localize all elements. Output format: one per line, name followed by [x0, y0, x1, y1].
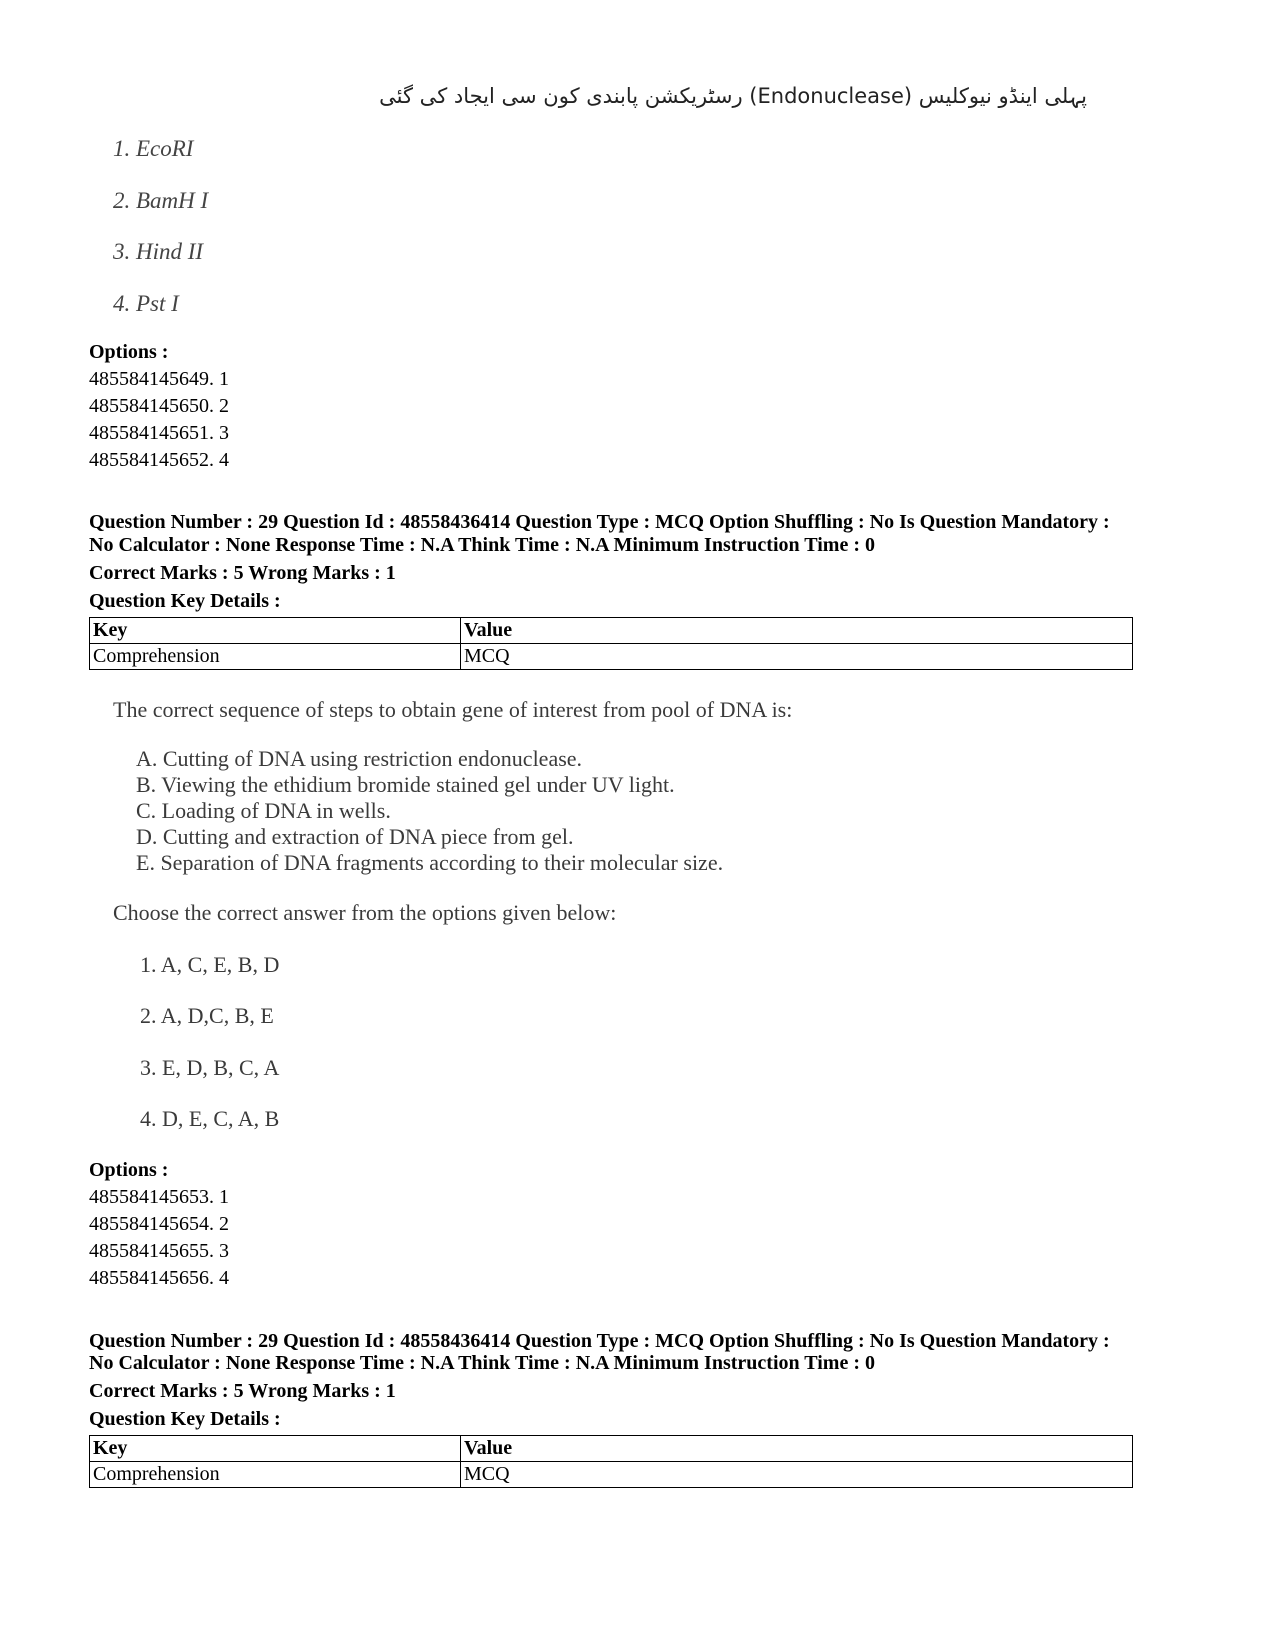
- options-label: Options :: [89, 341, 169, 363]
- choice-1: 1. A, C, E, B, D: [140, 952, 280, 977]
- question-text-urdu: پہلی اینڈو نیوکلیس (Endonuclease) رسٹریکشن پابندی کون سی ایجاد کی گئی: [379, 84, 1087, 108]
- table-header-value: Value: [461, 1436, 1133, 1462]
- table-header-value: Value: [461, 618, 1133, 644]
- question-meta-line-1: Question Number : 29 Question Id : 48558436414 Question Type : MCQ Option Shuffling : No Is Question Mandatory :: [89, 1330, 1110, 1352]
- table-header-key: Key: [90, 618, 461, 644]
- table-row: [90, 1462, 1133, 1488]
- question-text: The correct sequence of steps to obtain gene of interest from pool of DNA is:: [113, 697, 793, 722]
- option-1: 485584145653. 1: [89, 1186, 229, 1208]
- table-row: [90, 644, 1133, 670]
- choice-4: 4. Pst I: [113, 291, 179, 316]
- table-cell-value: MCQ: [461, 644, 1133, 670]
- choice-4: 4. D, E, C, A, B: [140, 1106, 280, 1131]
- question-meta-line-2: No Calculator : None Response Time : N.A Think Time : N.A Minimum Instruction Time : 0: [89, 1352, 875, 1374]
- choice-2: 2. A, D,C, B, E: [140, 1003, 274, 1028]
- statement-b: B. Viewing the ethidium bromide stained gel under UV light.: [136, 772, 675, 797]
- statement-d: D. Cutting and extraction of DNA piece from gel.: [136, 824, 574, 849]
- table-cell-key: Comprehension: [90, 1462, 461, 1488]
- key-details-table: [89, 1435, 1133, 1488]
- table-cell-value: MCQ: [461, 1462, 1133, 1488]
- choice-2: 2. BamH I: [113, 188, 209, 213]
- key-details-table: [89, 617, 1133, 670]
- statement-a: A. Cutting of DNA using restriction endonuclease.: [136, 746, 583, 771]
- options-label: Options :: [89, 1159, 169, 1181]
- option-4: 485584145652. 4: [89, 449, 229, 471]
- option-3: 485584145655. 3: [89, 1240, 229, 1262]
- table-cell-key: Comprehension: [90, 644, 461, 670]
- choice-1: 1. EcoRI: [113, 136, 194, 161]
- marks-line: Correct Marks : 5 Wrong Marks : 1: [89, 562, 396, 584]
- question-meta-line-1: Question Number : 29 Question Id : 48558436414 Question Type : MCQ Option Shuffling : No Is Question Mandatory :: [89, 511, 1110, 533]
- table-row: [90, 1436, 1133, 1462]
- option-2: 485584145654. 2: [89, 1213, 229, 1235]
- statement-c: C. Loading of DNA in wells.: [136, 798, 391, 823]
- question-meta-line-2: No Calculator : None Response Time : N.A Think Time : N.A Minimum Instruction Time : 0: [89, 534, 875, 556]
- choice-3: 3. E, D, B, C, A: [140, 1055, 280, 1080]
- marks-line: Correct Marks : 5 Wrong Marks : 1: [89, 1380, 396, 1402]
- table-header-key: Key: [90, 1436, 461, 1462]
- choice-3: 3. Hind II: [113, 239, 204, 264]
- option-2: 485584145650. 2: [89, 395, 229, 417]
- key-details-label: Question Key Details :: [89, 590, 281, 612]
- instruction-text: Choose the correct answer from the options given below:: [113, 900, 617, 925]
- key-details-label: Question Key Details :: [89, 1408, 281, 1430]
- option-3: 485584145651. 3: [89, 422, 229, 444]
- table-row: [90, 618, 1133, 644]
- option-4: 485584145656. 4: [89, 1267, 229, 1289]
- option-1: 485584145649. 1: [89, 368, 229, 390]
- statement-e: E. Separation of DNA fragments according to their molecular size.: [136, 850, 724, 875]
